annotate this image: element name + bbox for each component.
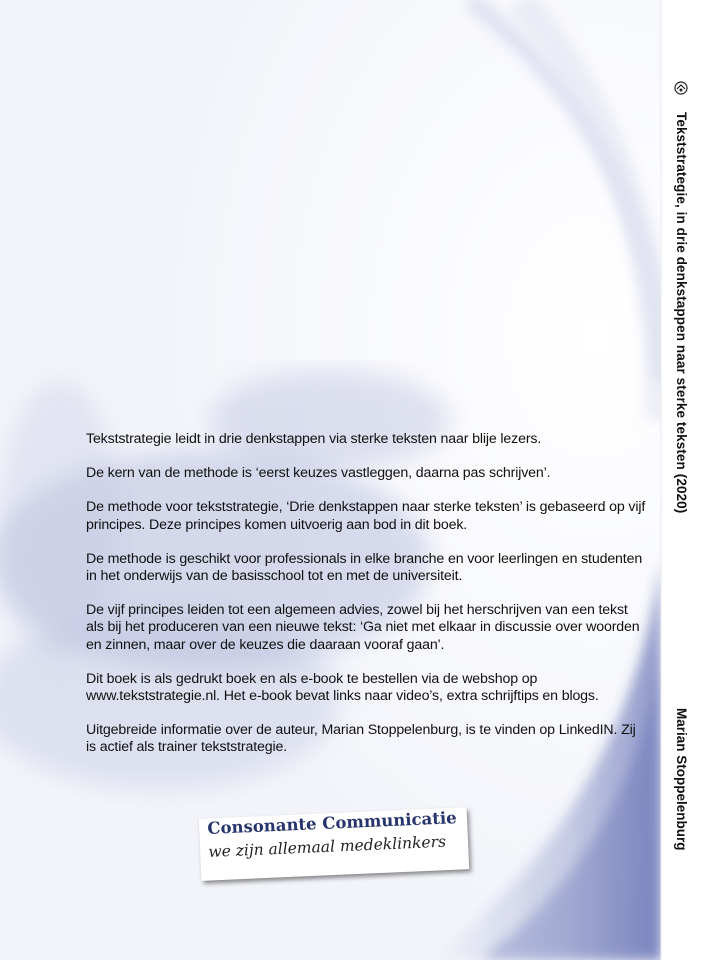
spine-author: Marian Stoppelenburg — [674, 708, 689, 851]
blurb-paragraph: De vijf principes leiden tot een algemeen advies, zowel bij het herschrijven van een tekst als bij het produceren van een nieuwe tekst: ‘Ga niet met elkaar in discussie over woorden en zinnen, maar over de keuzes die daaraan vooraf gaan’. — [86, 602, 640, 653]
book-spine — [661, 0, 701, 960]
logo-tagline: we zijn allemaal medeklinkers — [208, 832, 447, 861]
logo-title: Consonante Communicatie — [207, 808, 458, 838]
publisher-logo — [200, 808, 472, 880]
blurb-paragraph: De methode voor tekststrategie, ‘Drie denkstappen naar sterke teksten’ is gebaseerd op vijf principes. Deze principes komen uitvoerig aan bod in dit boek. — [86, 499, 646, 533]
blurb-paragraph: Dit boek is als gedrukt boek en als e-book te bestellen via de webshop op www.tekststrategie.nl. Het e-book bevat links naar video’s, extra schrijftips en blogs. — [86, 670, 599, 705]
blurb-paragraph: Uitgebreide informatie over de auteur, Marian Stoppelenburg, is te vinden op LinkedIN. Zij is actief als trainer tekststrategie. — [86, 722, 636, 756]
blurb-text — [86, 431, 646, 774]
blurb-paragraph: De kern van de methode is ‘eerst keuzes vastleggen, daarna pas schrijven’. — [86, 465, 551, 482]
spine-title: Tekststrategie, in drie denkstappen naar sterke teksten (2020) — [674, 112, 689, 514]
blurb-paragraph: De methode is geschikt voor professionals in elke branche en voor leerlingen en studenten in het onderwijs van de basisschool tot en met de universiteit. — [86, 550, 643, 585]
blurb-paragraph: Tekststrategie leidt in drie denkstappen via sterke teksten naar blije lezers. — [86, 431, 542, 447]
spine-logo-icon — [673, 80, 689, 96]
